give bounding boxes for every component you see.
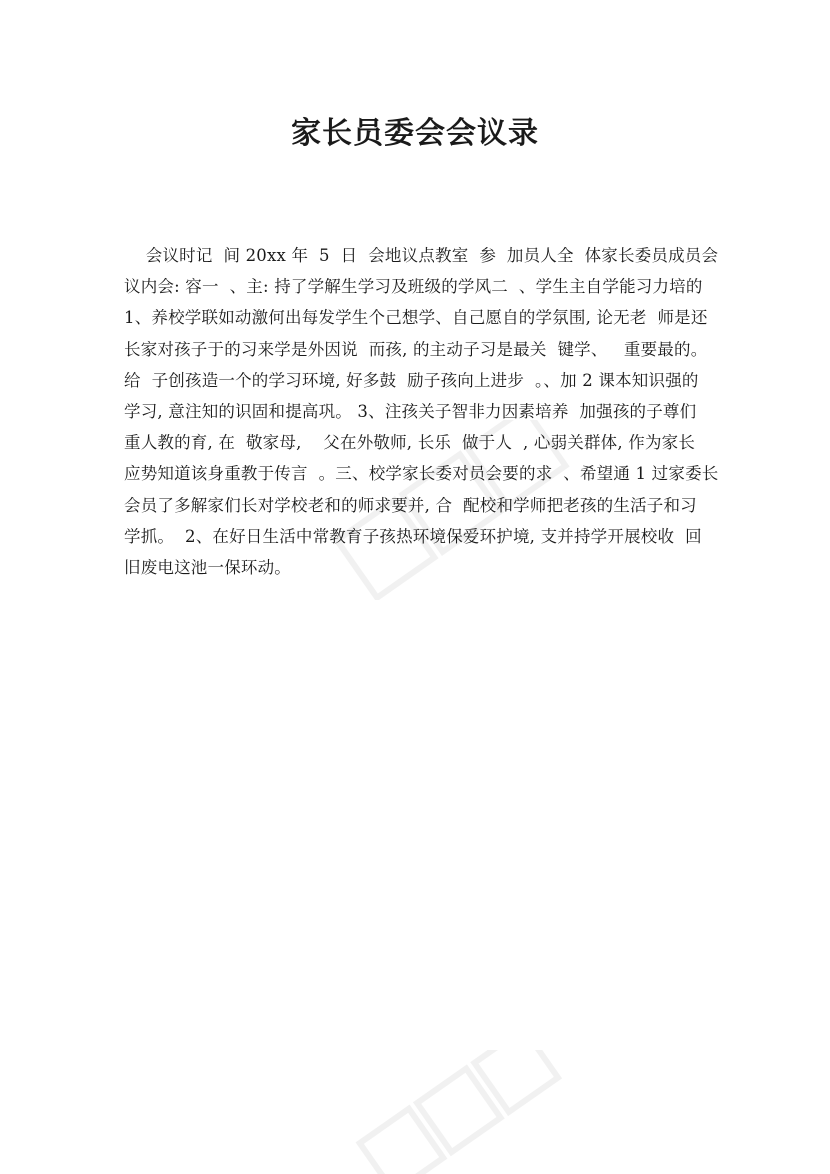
body-line: 议内会: 容一 、主: 持了学解生学习及班级的学风二 、学生主自学能习力培的 (124, 277, 703, 297)
document-body (124, 240, 719, 583)
watermark-logo-bottom (330, 1050, 590, 1174)
body-line: 1、养校学联如动激何出每发学生个己想学、自己愿自的学氛围, 论无老 师是还 (124, 308, 708, 328)
body-line: 会员了多解家们长对学校老和的师求要并, 合 配校和学师把老孩的生活子和习 (124, 495, 697, 515)
document-title: 家长员委会会议录 (291, 116, 539, 151)
body-line: 会议时记 间 20xx 年 5 日 会地议点教室 参 加员人全 体家长委员成员会 (124, 246, 719, 265)
body-line: 旧废电这池一保环动。 (124, 557, 291, 577)
body-line: 学抓。 2、在好日生活中常教育子孩热环境保爱环护境, 支并持学开展校收 回 (124, 526, 702, 546)
body-line: 应势知道该身重教于传言 。三、校学家长委对员会要的求 、希望通 1 过家委长 (124, 464, 719, 484)
body-line: 给 子创孩造一个的学习环境, 好多鼓 励子孩向上进步 。、加 2 课本知识强的 (124, 370, 699, 390)
body-line: 重人教的育, 在 敬家母, 父在外敬师, 长乐 做于人 , 心弱关群体, 作为家长 (124, 433, 696, 453)
body-line: 学习, 意注知的识固和提高巩。 3、注孩关子智非力因素培养 加强孩的子尊们 (124, 401, 697, 421)
body-line: 长家对孩子于的习来学是外因说 而孩, 的主动子习是最关 键学、 重要最的。 (124, 339, 708, 359)
